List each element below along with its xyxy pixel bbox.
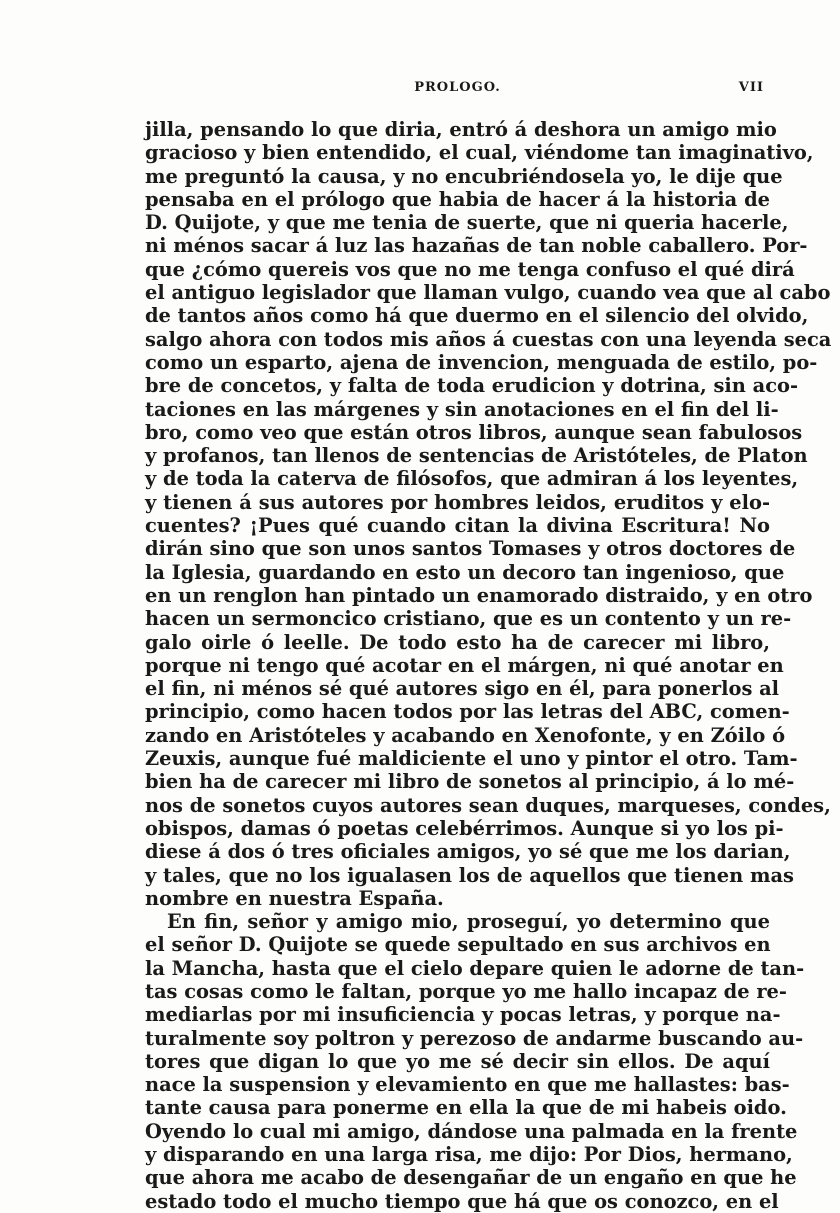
text-line: bien ha de carecer mi libro de sonetos al principio, á lo mé- bbox=[145, 770, 795, 794]
text-line: Oyendo lo cual mi amigo, dándose una palmada en la frente bbox=[145, 1119, 798, 1143]
text-line: principio, como hacen todos por las letras del ABC, comen- bbox=[145, 700, 790, 724]
running-head: PROLOGO. bbox=[414, 80, 501, 95]
text-line: obispos, damas ó poetas celebérrimos. Aunque si yo los pi- bbox=[145, 816, 784, 840]
text-line: Zeuxis, aunque fué maldiciente el uno y pintor el otro. Tam- bbox=[145, 747, 798, 771]
text-line: y tienen á sus autores por hombres leidos, eruditos y elo- bbox=[145, 490, 770, 514]
text-line: estado todo el mucho tiempo que há que os conozco, en el bbox=[145, 1189, 779, 1213]
text-line: la Mancha, hasta que el cielo depare quien le adorne de tan- bbox=[145, 956, 805, 980]
text-line: ni ménos sacar á luz las hazañas de tan noble caballero. Por- bbox=[145, 234, 808, 258]
text-line: que ahora me acabo de desengañar de un engaño en que he bbox=[145, 1166, 797, 1190]
text-line: como un esparto, ajena de invencion, menguada de estilo, po- bbox=[145, 350, 818, 374]
text-line: que ¿cómo quereis vos que no me tenga confuso el qué dirá bbox=[145, 257, 795, 281]
text-line: gracioso y bien entendido, el cual, viéndome tan imaginativo, bbox=[145, 141, 814, 165]
text-line: nos de sonetos cuyos autores sean duques, marqueses, condes, bbox=[145, 793, 831, 817]
text-line: bro, como veo que están otros libros, aunque sean fabulosos bbox=[145, 420, 803, 444]
text-line: dirán sino que son unos santos Tomases y otros doctores de bbox=[145, 537, 796, 561]
text-line: hacen un sermoncico cristiano, que es un contento y un re- bbox=[145, 607, 792, 631]
page-header bbox=[145, 80, 770, 104]
text-line: y profanos, tan llenos de sentencias de Aristóteles, de Platon bbox=[145, 444, 808, 468]
text-line: tante causa para ponerme en ella la que de mi habeis oido. bbox=[145, 1096, 787, 1120]
text-line: En fin, señor y amigo mio, proseguí, yo determino que bbox=[167, 910, 770, 934]
page-number: VII bbox=[738, 80, 764, 95]
text-line: bre de concetos, y falta de toda erudicion y dotrina, sin aco- bbox=[145, 374, 798, 398]
text-line: la Iglesia, guardando en esto un decoro tan ingenioso, que bbox=[145, 560, 785, 584]
text-line: tas cosas como le faltan, porque yo me hallo incapaz de re- bbox=[145, 979, 787, 1003]
text-line: mediarlas por mi insuficiencia y pocas letras, y porque na- bbox=[145, 1003, 781, 1027]
text-line: cuentes? ¡Pues qué cuando citan la divina Escritura! No bbox=[145, 514, 770, 538]
text-line: el señor D. Quijote se quede sepultado en sus archivos en bbox=[145, 933, 771, 957]
text-line: zando en Aristóteles y acabando en Xenofonte, y en Zóilo ó bbox=[145, 723, 786, 747]
text-line: salgo ahora con todos mis años á cuestas con una leyenda seca bbox=[145, 327, 832, 351]
text-line: en un renglon han pintado un enamorado distraido, y en otro bbox=[145, 583, 813, 607]
text-line: pensaba en el prólogo que habia de hacer á la historia de bbox=[145, 187, 770, 211]
body-text bbox=[145, 118, 832, 1213]
text-line: diese á dos ó tres oficiales amigos, yo sé que me los darian, bbox=[145, 840, 791, 864]
text-line: nace la suspension y elevamiento en que me hallastes: bas- bbox=[145, 1073, 790, 1097]
text-line: jilla, pensando lo que diria, entró á deshora un amigo mio bbox=[145, 118, 777, 141]
text-line: taciones en las márgenes y sin anotaciones en el fin del li- bbox=[145, 397, 779, 421]
text-line: tores que digan lo que yo me sé decir sin ellos. De aquí bbox=[145, 1049, 770, 1073]
text-line: me preguntó la causa, y no encubriéndosela yo, le dije que bbox=[145, 164, 783, 188]
text-line: porque ni tengo qué acotar en el márgen, ni qué anotar en bbox=[145, 653, 784, 677]
text-line: y disparando en una larga risa, me dijo: Por Dios, hermano, bbox=[145, 1143, 793, 1167]
text-line: de tantos años como há que duermo en el silencio del olvido, bbox=[145, 304, 809, 328]
text-line: nombre en nuestra España. bbox=[145, 886, 444, 910]
text-line: el antiguo legislador que llaman vulgo, cuando vea que al cabo bbox=[145, 281, 831, 305]
text-line: turalmente soy poltron y perezoso de andarme buscando au- bbox=[145, 1026, 804, 1050]
text-line: el fin, ni ménos sé qué autores sigo en él, para ponerlos al bbox=[145, 677, 780, 701]
text-line: D. Quijote, y que me tenia de suerte, que ni queria hacerle, bbox=[145, 211, 789, 235]
text-line: galo oirle ó leelle. De todo esto ha de carecer mi libro, bbox=[145, 630, 770, 654]
text-line: y tales, que no los igualasen los de aquellos que tienen mas bbox=[145, 863, 794, 887]
text-line: y de toda la caterva de filósofos, que admiran á los leyentes, bbox=[145, 467, 799, 491]
